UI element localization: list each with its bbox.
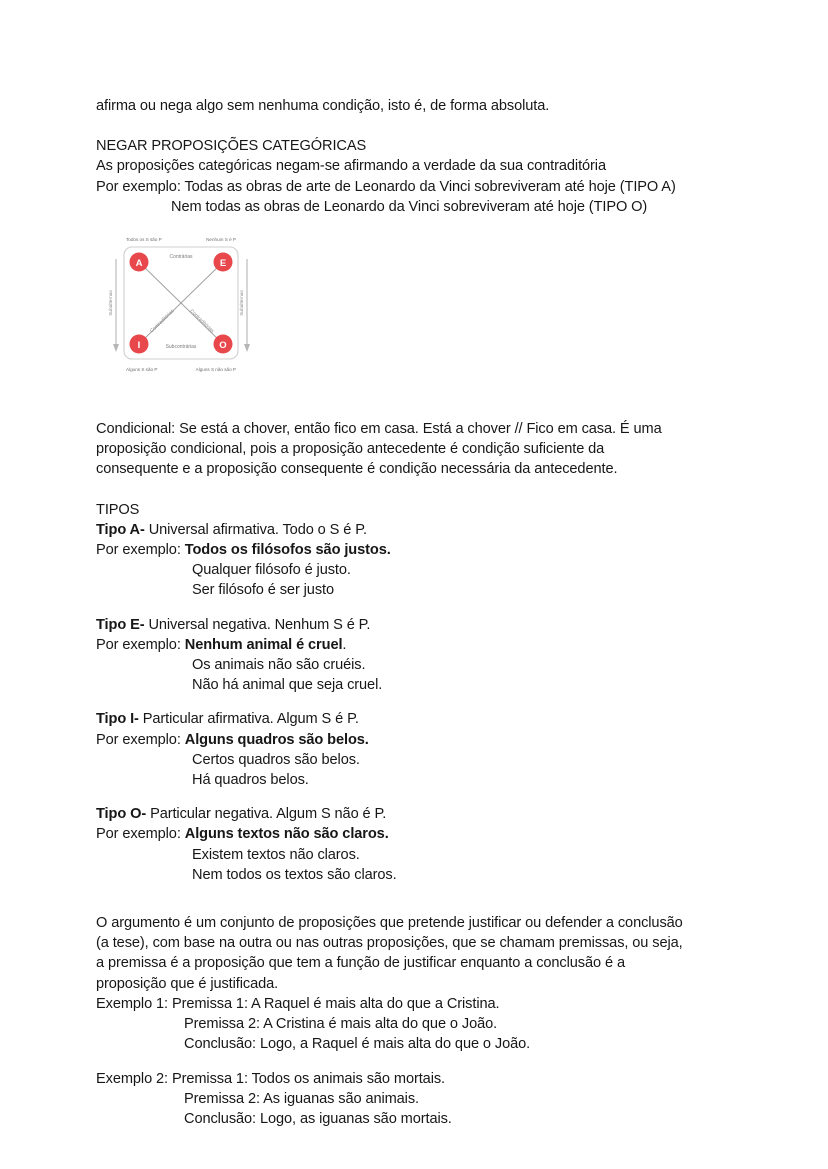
document-body: [96, 96, 744, 1129]
example-2-first-line: Exemplo 2: Premissa 1: Todos os animais são mortais.: [96, 1070, 445, 1087]
negar-line-3: Nem todas as obras de Leonardo da Vinci sobreviveram até hoje (TIPO O): [171, 198, 648, 215]
tipo-i-example-prefix: Por exemplo:: [96, 731, 185, 748]
condicional-line-3: consequente e a proposição consequente é condição necessária da antecedente.: [96, 461, 618, 478]
example-2-conclusao: Conclusão: Logo, as iguanas são mortais.: [184, 1110, 452, 1127]
tipo-i-definition-text: Particular afirmativa. Algum S é P.: [138, 711, 359, 728]
tipo-o-variant-1: Existem textos não claros.: [192, 846, 360, 863]
tipo-i-definition: [96, 709, 744, 729]
example-1-first-line: Exemplo 1: Premissa 1: A Raquel é mais alta do que a Cristina.: [96, 995, 500, 1012]
tipo-o-definition: [96, 804, 744, 824]
argumento-paragraph-line-4: proposição que é justificada.: [96, 975, 279, 992]
tipo-a-variant-1: Qualquer filósofo é justo.: [192, 562, 351, 579]
tipo-o-example-prefix: Por exemplo:: [96, 826, 185, 843]
tipo-a-example-prefix: Por exemplo:: [96, 542, 185, 559]
spacer: [96, 790, 744, 804]
tipo-i-example-bold: Alguns quadros são belos.: [184, 731, 369, 748]
vertex-letter-o: O: [219, 340, 227, 352]
tipo-entry-i: [96, 709, 744, 790]
vertex-caption-i: Alguns S são P: [126, 367, 158, 373]
tipo-o-label: Tipo O-: [96, 806, 147, 823]
tipo-a-definition-text: Universal afirmativa. Todo o S é P.: [144, 521, 367, 538]
tipo-a-example-bold: Todos os filósofos são justos.: [184, 542, 391, 559]
section-condicional: [96, 419, 744, 480]
tipo-entry-a: [96, 520, 744, 601]
section-heading-tipos: TIPOS: [96, 501, 140, 518]
square-of-opposition-figure: [106, 231, 274, 383]
argumento-paragraph-line-2: (a tese), com base na outra ou nas outras proposições, que se chamam premissas, ou seja,: [96, 935, 683, 952]
arrow-right-head: [244, 344, 250, 352]
negar-line-1: As proposições categóricas negam-se afirmando a verdade da sua contraditória: [96, 158, 606, 175]
tipo-i-example: [96, 730, 744, 750]
tipo-o-variant-2: Nem todos os textos são claros.: [192, 866, 397, 883]
argumento-paragraph-line-1: O argumento é um conjunto de proposições que pretende justificar ou defender a conclusão: [96, 915, 683, 932]
argumento-example-1: [96, 994, 744, 1055]
spacer: [96, 885, 744, 913]
vertex-letter-e: E: [219, 258, 227, 270]
relation-label-subcontrarias: Subcontrárias: [165, 344, 197, 351]
spacer: [96, 116, 744, 136]
tipo-e-variant-1: Os animais não são cruéis.: [192, 657, 366, 674]
arrow-left-head: [113, 344, 119, 352]
tipo-i-variant-2: Há quadros belos.: [192, 772, 309, 789]
tipo-e-example-prefix: Por exemplo:: [96, 636, 185, 653]
spacer: [96, 601, 744, 615]
tipo-e-example-bold: Nenhum animal é cruel: [184, 636, 343, 653]
vertex-caption-a: Todos os S são P: [126, 237, 162, 243]
tipo-e-definition: [96, 615, 744, 635]
relation-label-subalternas-right: Subalternas: [240, 290, 245, 316]
negar-line-2: Por exemplo: Todas as obras de arte de Leonardo da Vinci sobreviveram até hoje (TIPO A): [96, 178, 676, 195]
section-tipos: [96, 500, 744, 885]
tipo-e-definition-text: Universal negativa. Nenhum S é P.: [144, 616, 371, 633]
tipo-a-example: [96, 540, 744, 560]
spacer: [96, 1055, 744, 1069]
example-1-premissa-2: Premissa 2: A Cristina é mais alta do que o João.: [184, 1016, 498, 1033]
spacer: [96, 480, 744, 500]
intro-line: afirma ou nega algo sem nenhuma condição, isto é, de forma absoluta.: [96, 98, 550, 114]
section-negar-proposicoes: [96, 136, 744, 217]
square-of-opposition-svg: [106, 231, 274, 383]
argumento-example-2: [96, 1069, 744, 1130]
argumento-paragraph-line-3: a premissa é a proposição que tem a função de justificar enquanto a conclusão é a: [96, 955, 625, 972]
vertex-letter-a: A: [135, 258, 143, 270]
tipo-e-example: [96, 635, 744, 655]
relation-label-contraditorias-left: Contraditórias: [149, 308, 176, 335]
relation-label-subalternas-left: Subalternas: [109, 290, 114, 316]
relation-label-contraditorias-right: Contraditórias: [188, 308, 215, 335]
vertex-caption-e: Nenhum S é P: [206, 237, 236, 243]
tipo-a-variant-2: Ser filósofo é ser justo: [192, 582, 334, 599]
tipo-o-definition-text: Particular negativa. Algum S não é P.: [146, 806, 387, 823]
example-1-conclusao: Conclusão: Logo, a Raquel é mais alta do que o João.: [184, 1036, 531, 1053]
vertex-letter-i: I: [137, 340, 141, 352]
relation-label-contrarias: Contrárias: [169, 254, 193, 261]
tipo-o-example-bold: Alguns textos não são claros.: [184, 826, 389, 843]
tipo-o-example: [96, 824, 744, 844]
tipo-entry-o: [96, 804, 744, 885]
spacer: [96, 383, 744, 419]
example-2-premissa-2: Premissa 2: As iguanas são animais.: [184, 1090, 419, 1107]
tipo-entry-e: [96, 615, 744, 696]
tipo-a-definition: [96, 520, 744, 540]
tipo-e-variant-2: Não há animal que seja cruel.: [192, 677, 383, 694]
vertex-caption-o: Alguns S não são P: [195, 367, 236, 373]
tipo-i-label: Tipo I-: [96, 711, 139, 728]
condicional-line-1: Condicional: Se está a chover, então fico em casa. Está a chover // Fico em casa. É uma: [96, 421, 662, 438]
spacer: [96, 217, 744, 231]
tipo-i-variant-1: Certos quadros são belos.: [192, 751, 360, 768]
condicional-line-2: proposição condicional, pois a proposição antecedente é condição suficiente da: [96, 441, 605, 458]
section-argumento: [96, 913, 744, 1129]
tipo-e-example-tail: .: [342, 636, 347, 653]
section-heading-negar: NEGAR PROPOSIÇÕES CATEGÓRICAS: [96, 138, 367, 155]
tipo-e-label: Tipo E-: [96, 616, 145, 633]
tipo-a-label: Tipo A-: [96, 521, 145, 538]
spacer: [96, 695, 744, 709]
